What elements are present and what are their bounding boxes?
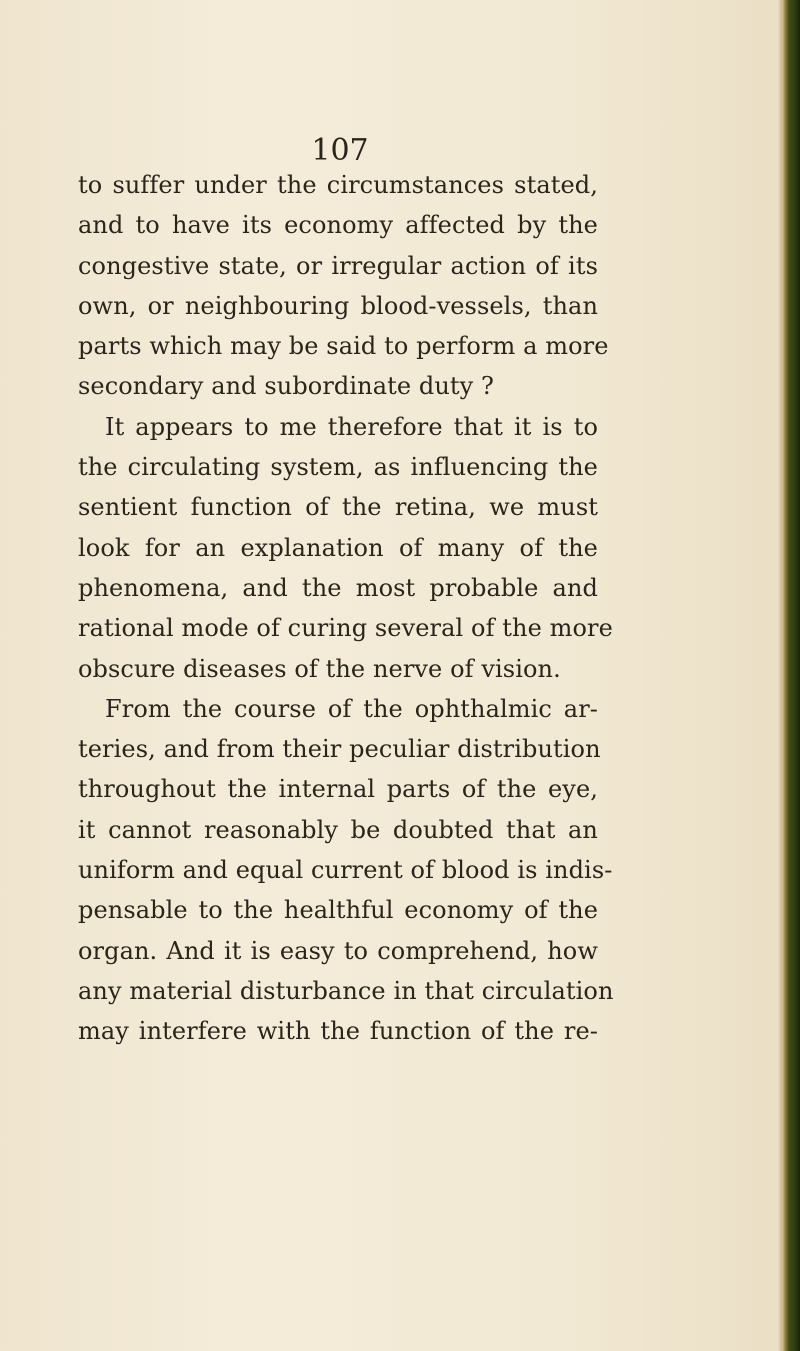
text-line: it cannot reasonably be doubted that an [78, 815, 598, 844]
text-line: obscure diseases of the nerve of vision. [78, 654, 561, 683]
text-line: uniform and equal current of blood is indis- [78, 856, 613, 885]
text-line: teries, and from their peculiar distribution [78, 735, 601, 764]
paragraph-start-line: From the course of the ophthalmic ar- [105, 694, 598, 723]
text-line: organ. And it is easy to comprehend, how [78, 936, 598, 965]
text-line: the circulating system, as influencing the [78, 453, 598, 482]
text-line: secondary and subordinate duty ? [78, 372, 495, 401]
text-line: look for an explanation of many of the [78, 533, 598, 562]
text-line: to suffer under the circumstances stated, [78, 171, 598, 199]
text-line: and to have its economy affected by the [78, 211, 598, 240]
text-line: rational mode of curing several of the more [78, 614, 613, 643]
text-line: any material disturbance in that circulation [78, 976, 614, 1005]
book-spine [782, 0, 800, 1351]
text-line: sentient function of the retina, we must [78, 493, 598, 522]
page-number: 107 [311, 133, 369, 168]
text-line: may interfere with the function of the re- [78, 1017, 598, 1046]
text-line: own, or neighbouring blood-vessels, than [78, 291, 598, 320]
body-text [78, 165, 614, 1052]
text-line: parts which may be said to perform a more [78, 332, 609, 361]
paragraph-start-line: It appears to me therefore that it is to [105, 412, 598, 441]
text-line: phenomena, and the most probable and [78, 573, 598, 602]
text-line: pensable to the healthful economy of the [78, 896, 598, 925]
text-line: throughout the internal parts of the eye, [78, 775, 598, 804]
text-line: congestive state, or irregular action of its [78, 251, 598, 280]
